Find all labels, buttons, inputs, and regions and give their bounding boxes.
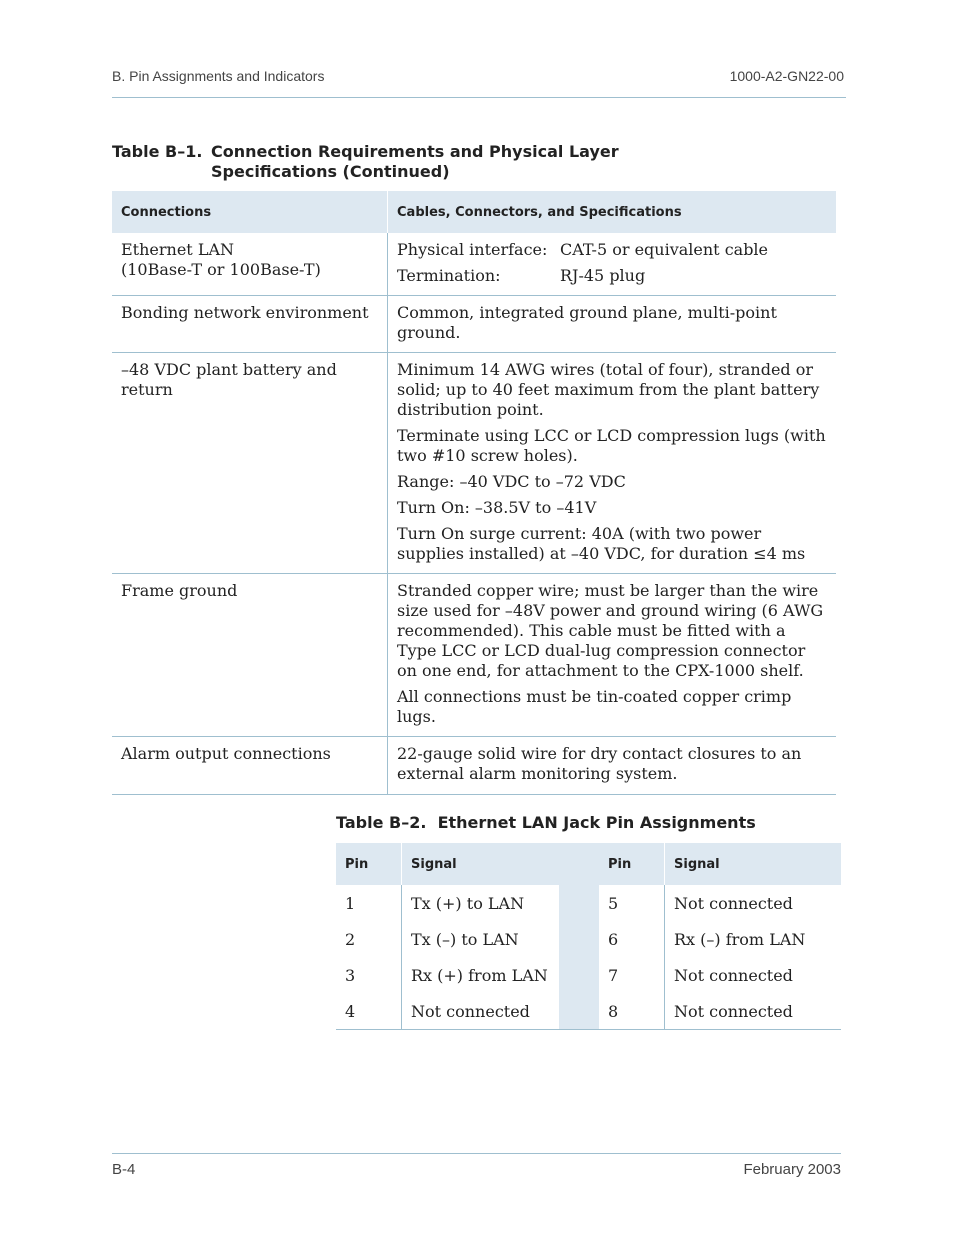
spec-text: Stranded copper wire; must be larger than the wire size used for –48V power and ground wiring (6 AWG recommended). This cable must be fitted with a Type LCC or LCD dual-lug compression connector on one end, for attachment to the CPX-1000 shelf. (397, 581, 824, 680)
pin-signal: Rx (–) from LAN (674, 929, 806, 949)
pin-signal: Not connected (665, 993, 842, 1030)
pin-number: 7 (599, 957, 665, 993)
pin-signal: Not connected (402, 993, 560, 1030)
table-row (336, 957, 841, 993)
spec-cell (388, 233, 837, 296)
connection-cell (112, 233, 388, 296)
pin-number: 4 (336, 993, 402, 1030)
pin-number: 2 (336, 921, 402, 957)
column-gap (559, 843, 599, 885)
spec-text: Minimum 14 AWG wires (total of four), stranded or solid; up to 40 feet maximum from the plant battery distribution point. (397, 360, 820, 419)
table-row (112, 574, 836, 737)
col-header-specifications: Cables, Connectors, and Specifications (388, 191, 837, 233)
header-section-title: B. Pin Assignments and Indicators (112, 68, 325, 84)
spec-cell (388, 737, 837, 795)
connection-requirements-table (112, 191, 836, 795)
pin-signal: Rx (+) from LAN (411, 965, 548, 985)
table-row (112, 296, 836, 353)
header-rule (112, 97, 846, 98)
table2-title (336, 813, 756, 832)
column-gap (559, 921, 599, 957)
spec-cell (388, 353, 837, 574)
connection-cell: –48 VDC plant battery and return (112, 353, 388, 574)
pin-number: 5 (599, 885, 665, 921)
connection-cell: Alarm output connections (112, 737, 388, 795)
spec-value: CAT-5 or equivalent cable (560, 240, 769, 259)
column-gap (559, 957, 599, 993)
table-row (336, 993, 841, 1030)
ethernet-pin-table (336, 843, 841, 1030)
spec-cell (388, 296, 837, 353)
footer-rule (112, 1153, 841, 1154)
spec-key: Physical interface: (397, 240, 548, 259)
column-gap (559, 993, 599, 1030)
table1-number: Table B–1. (112, 142, 203, 161)
spec-text: Common, integrated ground plane, multi-point ground. (397, 303, 777, 342)
table-row (336, 885, 841, 921)
pin-number: 8 (599, 993, 665, 1030)
footer-date: February 2003 (743, 1161, 841, 1178)
pin-signal: Not connected (674, 893, 793, 913)
col-header-connections: Connections (112, 191, 388, 233)
spec-text: 22-gauge solid wire for dry contact closures to an external alarm monitoring system. (397, 744, 802, 783)
connection-name: Ethernet LAN (121, 240, 234, 259)
spec-pair (397, 240, 827, 260)
header-doc-number: 1000-A2-GN22-00 (729, 68, 844, 84)
table-row (112, 233, 836, 296)
connection-name-detail: (10Base-T or 100Base-T) (121, 260, 321, 279)
pin-number: 6 (599, 921, 665, 957)
column-gap (559, 885, 599, 921)
spec-text: Turn On: –38.5V to –41V (397, 498, 597, 517)
surge-limit: ≤4 (753, 544, 777, 563)
col-header-pin: Pin (336, 843, 402, 885)
connection-cell: Bonding network environment (112, 296, 388, 353)
pin-signal: Not connected (674, 965, 793, 985)
spec-text: Terminate using LCC or LCD compression lugs (with two #10 screw holes). (397, 426, 826, 465)
col-header-signal: Signal (665, 843, 842, 885)
pin-signal: Tx (–) to LAN (411, 929, 519, 949)
table-row (112, 737, 836, 795)
table1-title: Connection Requirements and Physical Layer Specifications (Continued) (211, 142, 619, 181)
surge-text: Turn On surge current: 40A (with two power supplies installed) at –40 VDC, for duration (397, 524, 762, 563)
connection-cell: Frame ground (112, 574, 388, 737)
table-row (336, 921, 841, 957)
spec-cell (388, 574, 837, 737)
spec-text: Range: –40 VDC to –72 VDC (397, 472, 626, 491)
spec-pair (397, 266, 827, 286)
pin-signal: Tx (+) to LAN (411, 893, 525, 913)
table2-title-text: Ethernet LAN Jack Pin Assignments (437, 813, 756, 832)
col-header-pin: Pin (599, 843, 665, 885)
pin-number: 3 (336, 957, 402, 993)
table-row (112, 353, 836, 574)
pin-number: 1 (336, 885, 402, 921)
spec-value: RJ-45 plug (560, 266, 646, 285)
surge-unit: ms (776, 544, 806, 563)
table2-number: Table B–2. (336, 813, 427, 832)
col-header-signal: Signal (402, 843, 560, 885)
spec-key: Termination: (397, 266, 501, 285)
spec-text-surge (397, 524, 827, 564)
footer-page-number: B-4 (112, 1161, 136, 1178)
spec-text: All connections must be tin-coated copper crimp lugs. (397, 687, 792, 726)
